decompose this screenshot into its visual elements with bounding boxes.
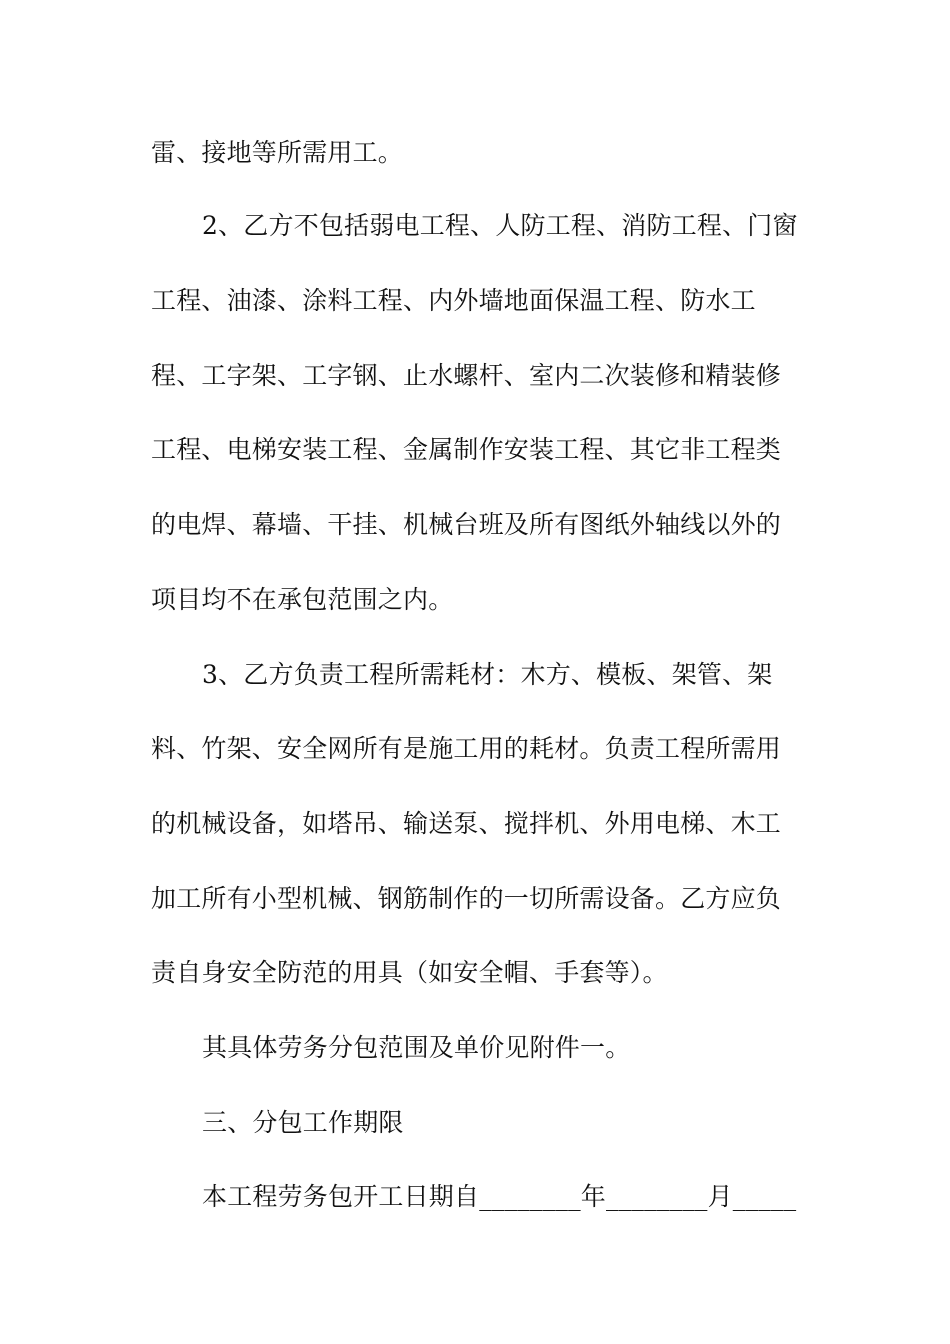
appendix-note: 其具体劳务分包范围及单价见附件一。 (202, 1033, 631, 1062)
text-line: 程、工字架、工字钢、止水螺杆、室内二次装修和精装修 (151, 361, 782, 390)
text-line: 料、竹架、安全网所有是施工用的耗材。负责工程所需用 (151, 734, 782, 763)
text-line: 工程、油漆、涂料工程、内外墙地面保温工程、防水工 (151, 286, 756, 315)
text-line: 的电焊、幕墙、干挂、机械台班及所有图纸外轴线以外的 (151, 510, 782, 539)
text-line: 的机械设备，如塔吊、输送泵、搅拌机、外用电梯、木工 (151, 809, 782, 838)
text-line: 责自身安全防范的用具（如安全帽、手套等）。 (151, 958, 668, 987)
section-heading: 三、分包工作期限 (202, 1108, 404, 1137)
paragraph-3-start: 3、乙方负责工程所需耗材：木方、模板、架管、架 (202, 660, 773, 689)
text-line: 雷、接地等所需用工。 (151, 138, 404, 167)
start-date-line: 本工程劳务包开工日期自________年________月_____ (202, 1182, 797, 1211)
text-line: 项目均不在承包范围之内。 (151, 585, 454, 614)
text-line: 工程、电梯安装工程、金属制作安装工程、其它非工程类 (151, 435, 782, 464)
text-line: 加工所有小型机械、钢筋制作的一切所需设备。乙方应负 (151, 884, 782, 913)
paragraph-2-start: 2、乙方不包括弱电工程、人防工程、消防工程、门窗 (202, 211, 798, 240)
